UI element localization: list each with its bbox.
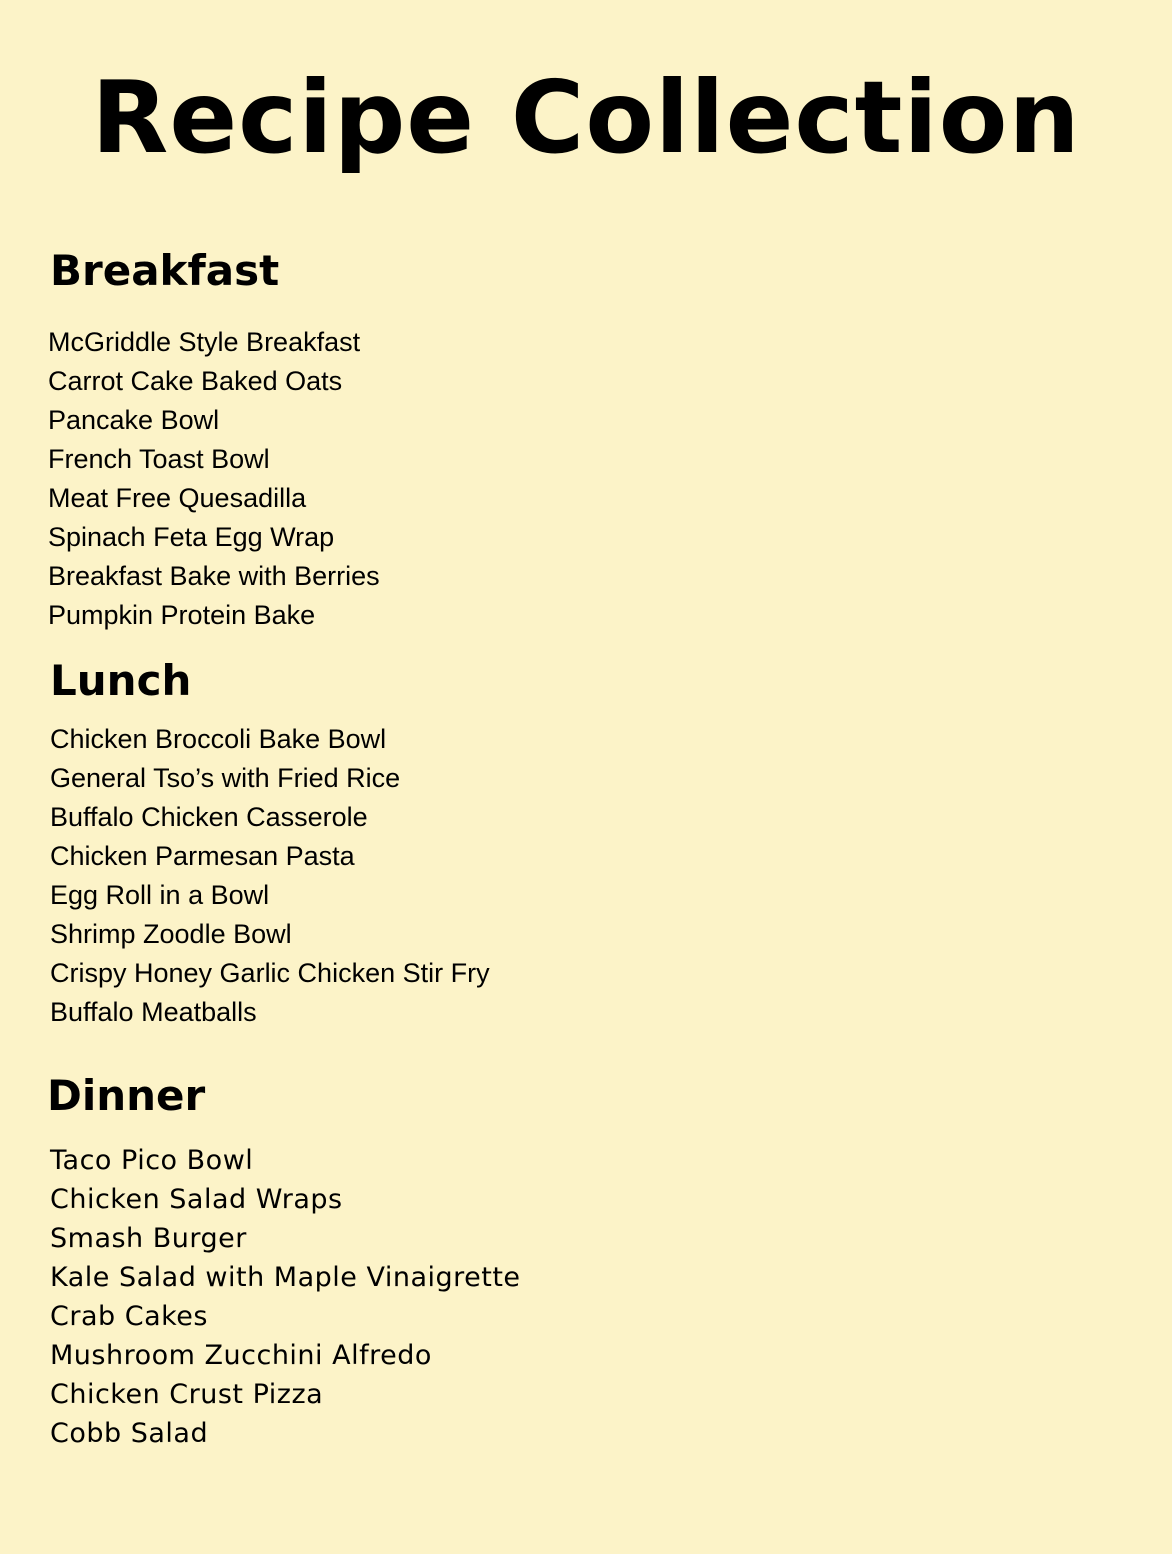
recipe-item: French Toast Bowl (48, 444, 270, 474)
section-heading-lunch: Lunch (50, 656, 192, 705)
recipe-item: Cobb Salad (50, 1418, 209, 1449)
recipe-item: Chicken Crust Pizza (50, 1379, 324, 1410)
recipe-item: General Tso’s with Fried Rice (50, 763, 401, 793)
recipe-item: Crispy Honey Garlic Chicken Stir Fry (50, 958, 490, 988)
breakfast-recipe-list (48, 323, 380, 635)
recipe-item: Buffalo Meatballs (50, 997, 257, 1027)
section-heading-breakfast: Breakfast (50, 246, 280, 295)
recipe-item: Kale Salad with Maple Vinaigrette (50, 1262, 521, 1293)
recipe-item: Meat Free Quesadilla (48, 483, 307, 513)
recipe-item: Mushroom Zucchini Alfredo (50, 1340, 432, 1371)
recipe-item: McGriddle Style Breakfast (48, 327, 361, 357)
dinner-recipe-list (50, 1141, 521, 1453)
recipe-item: Egg Roll in a Bowl (50, 880, 270, 910)
recipe-item: Breakfast Bake with Berries (48, 561, 380, 591)
section-heading-dinner: Dinner (47, 1071, 206, 1120)
lunch-recipe-list (50, 720, 490, 1032)
recipe-item: Crab Cakes (50, 1301, 208, 1332)
recipe-item: Buffalo Chicken Casserole (50, 802, 368, 832)
recipe-item: Pumpkin Protein Bake (48, 600, 316, 630)
recipe-item: Chicken Salad Wraps (50, 1184, 343, 1215)
recipe-item: Shrimp Zoodle Bowl (50, 919, 292, 949)
recipe-item: Chicken Parmesan Pasta (50, 841, 355, 871)
recipe-item: Smash Burger (50, 1223, 247, 1254)
page-title: Recipe Collection (91, 59, 1081, 176)
recipe-item: Taco Pico Bowl (50, 1145, 254, 1176)
recipe-item: Chicken Broccoli Bake Bowl (50, 724, 387, 754)
recipe-item: Pancake Bowl (48, 405, 220, 435)
recipe-item: Spinach Feta Egg Wrap (48, 522, 335, 552)
recipe-item: Carrot Cake Baked Oats (48, 366, 343, 396)
